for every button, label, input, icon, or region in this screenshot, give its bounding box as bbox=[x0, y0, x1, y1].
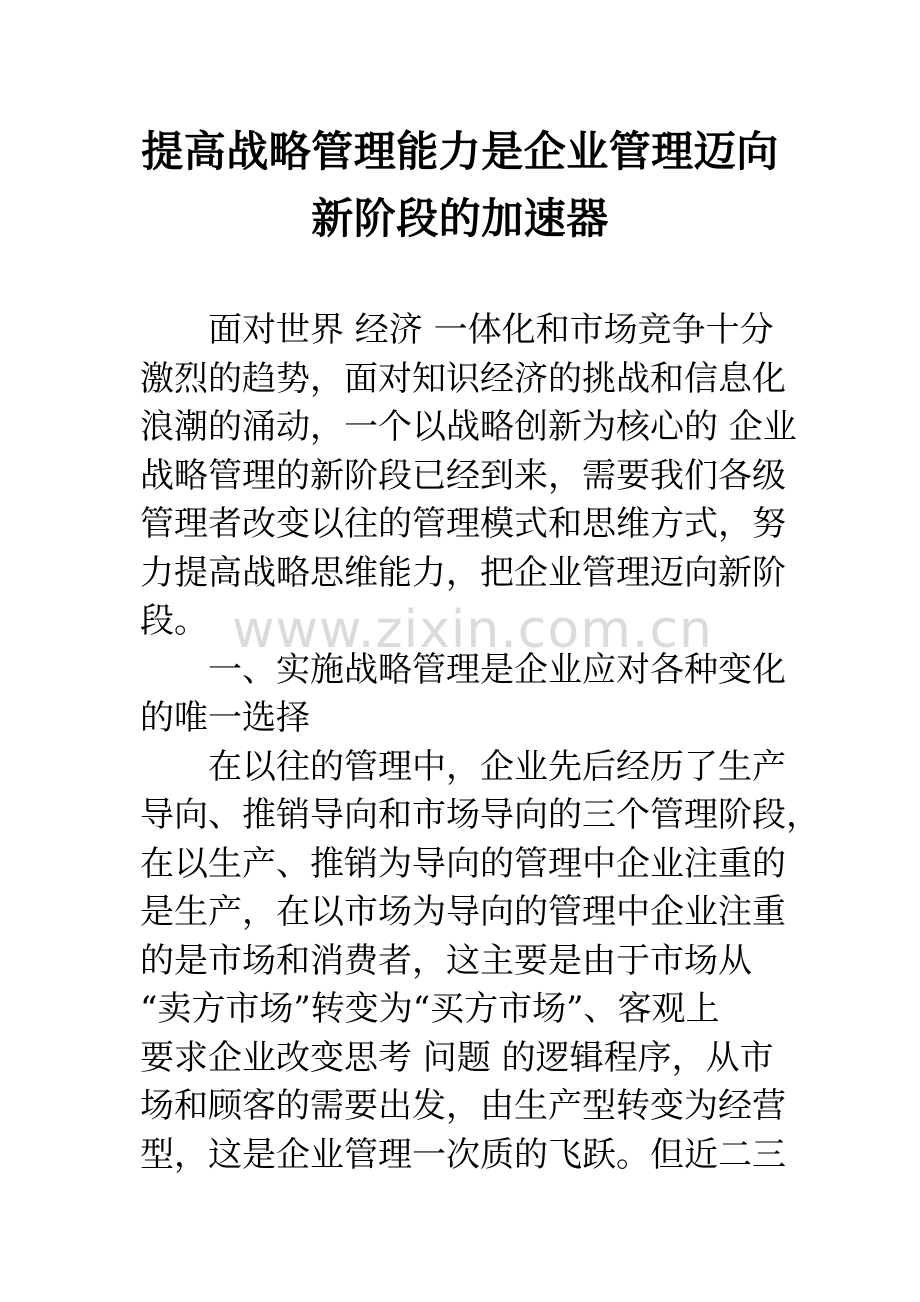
text-line: 战略管理的新阶段已经到来，需要我们各级 bbox=[140, 455, 786, 496]
text-line: 管理者改变以往的管理模式和思维方式，努 bbox=[140, 504, 786, 544]
text-line: 一、实施战略管理是企业应对各种变化 bbox=[208, 649, 786, 690]
document-title bbox=[120, 118, 800, 252]
text-line: “卖方市场”转变为“买方市场”、客观上 bbox=[140, 989, 720, 1029]
text-line: 型，这是企业管理一次质的飞跃。但近二三 bbox=[140, 1134, 786, 1175]
text-line: 是生产，在以市场为导向的管理中企业注重 bbox=[140, 892, 786, 932]
text-line: 力提高战略思维能力，把企业管理迈向新阶 bbox=[140, 552, 786, 593]
watermark-text: www.zixin.com.cn bbox=[232, 600, 713, 660]
text-line: 导向、推销导向和市场导向的三个管理阶段， bbox=[140, 795, 820, 835]
title-line: 提高战略管理能力是企业管理迈向 bbox=[141, 127, 779, 176]
text-line: 要求企业改变思考 问题 的逻辑程序，从市 bbox=[140, 1037, 774, 1078]
text-line: 的唯一选择 bbox=[140, 698, 310, 738]
paragraph-intro bbox=[140, 306, 797, 646]
text-line: 浪潮的涌动，一个以战略创新为核心的 企业 bbox=[140, 407, 797, 447]
text-line: 的是市场和消费者，这主要是由于市场从 bbox=[140, 940, 752, 981]
text-line: 面对世界 经济 一体化和市场竞争十分 bbox=[208, 310, 774, 350]
text-line: 在以往的管理中，企业先后经历了生产 bbox=[208, 746, 786, 787]
text-line: 场和顾客的需要出发，由生产型转变为经营 bbox=[140, 1086, 786, 1126]
document-body bbox=[140, 306, 820, 1179]
text-line: 段。 bbox=[140, 601, 208, 641]
text-line: 激烈的趋势，面对知识经济的挑战和信息化 bbox=[140, 358, 786, 399]
paragraph-body bbox=[140, 743, 820, 1180]
section-heading bbox=[140, 646, 786, 743]
text-line: 在以生产、推销为导向的管理中企业注重的 bbox=[140, 843, 786, 884]
title-line: 新阶段的加速器 bbox=[311, 194, 609, 243]
